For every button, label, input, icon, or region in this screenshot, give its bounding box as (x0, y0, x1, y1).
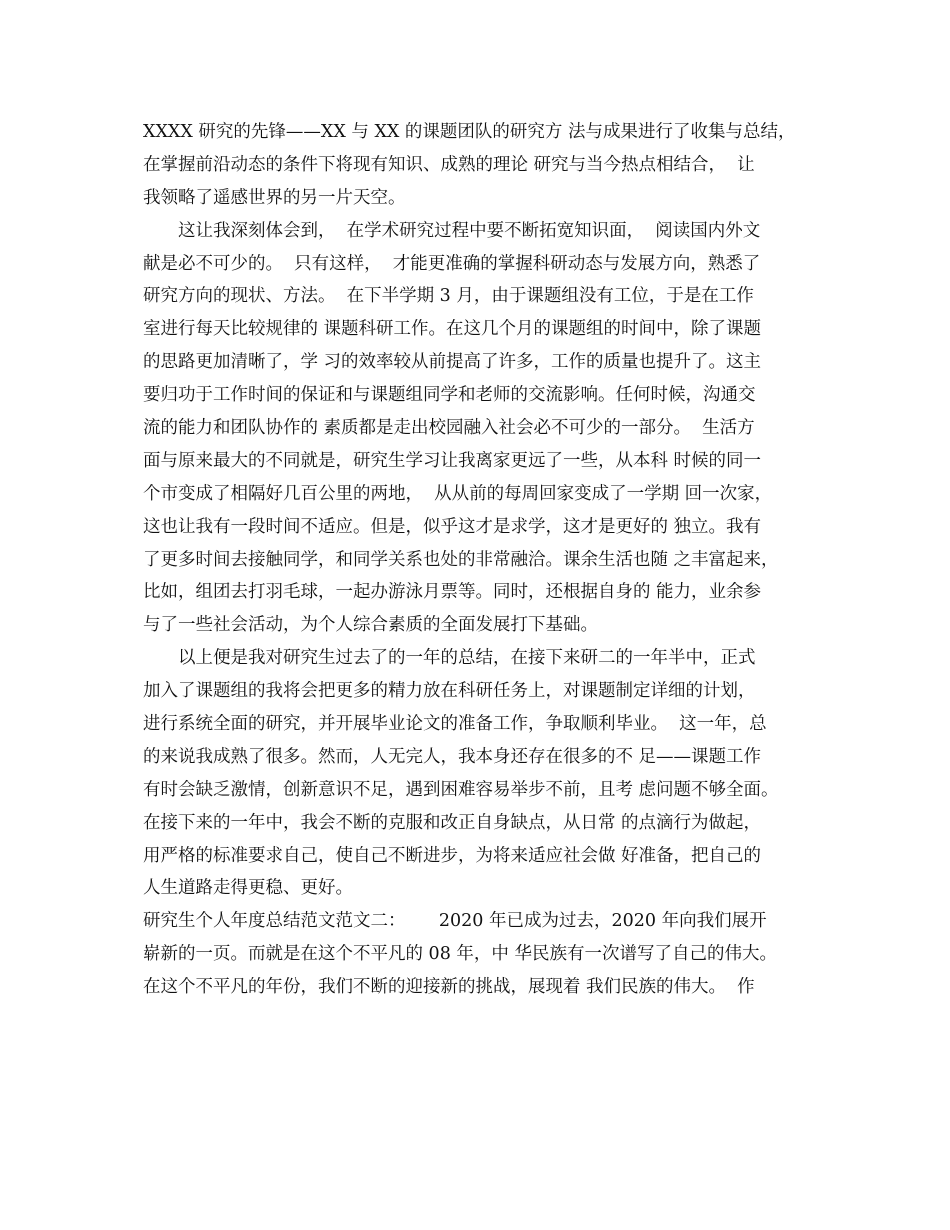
text-line: 个市变成了相隔好几百公里的两地， 从从前的每周回家变成了一学期 回一次家， (143, 483, 773, 504)
text-line: 要归功于工作时间的保证和与课题组同学和老师的交流影响。任何时候，沟通交 (143, 385, 756, 406)
text-line: 有时会缺乏激情，创新意识不足，遇到困难容易举步不前，且考 虑问题不够全面。 (143, 779, 779, 800)
text-line: 加入了课题组的我将会把更多的精力放在科研任务上，对课题制定详细的计划， (143, 681, 756, 702)
paragraph-start-line: 这让我深刻体会到， 在学术研究过程中要不断拓宽知识面， 阅读国内外文 (178, 220, 761, 241)
text-line: 在接下来的一年中，我会不断的克服和改正自身缺点，从日常 的点滴行为做起， (143, 812, 762, 833)
text-line: 的来说我成熟了很多。然而，人无完人，我本身还存在很多的不 足——课题工作 (143, 746, 762, 767)
text-line: 人生道路走得更稳、更好。 (143, 878, 353, 899)
paragraph-start-line: 以上便是我对研究生过去了的一年的总结，在接下来研二的一年半中，正式 (178, 648, 756, 669)
text-line: 流的能力和团队协作的 素质都是走出校园融入社会必不可少的一部分。 生活方 (143, 418, 755, 439)
text-line: 用严格的标准要求自己，使自己不断进步，为将来适应社会做 好准备，把自己的 (143, 845, 762, 866)
text-line: 在这个不平凡的年份，我们不断的迎接新的挑战，展现着 我们民族的伟大。 作 (143, 977, 755, 998)
text-line: 面与原来最大的不同就是，研究生学习让我离家更远了一些，从本科 时候的同一 (143, 450, 762, 471)
text-line: 献是必不可少的。 只有这样， 才能更准确的掌握科研动态与发展方向，熟悉了 (143, 253, 761, 274)
document-body (143, 116, 823, 1004)
text-line: XXXX 研究的先锋——XX 与 XX 的课题团队的研究方 法与成果进行了收集与总结， (143, 122, 796, 142)
text-line: 了更多时间去接触同学，和同学关系也处的非常融洽。课余生活也随 之丰富起来， (143, 549, 779, 570)
text-line: 研究方向的现状、方法。 在下半学期 3 月，由于课题组没有工位，于是在工作 (143, 286, 754, 307)
text-line: 崭新的一页。而就是在这个不平凡的 08 年，中 华民族有一次谱写了自己的伟大。 (143, 944, 777, 965)
text-line: 这也让我有一段时间不适应。但是，似乎这才是求学，这才是更好的 独立。我有 (143, 516, 762, 537)
text-line: 的思路更加清晰了，学 习的效率较从前提高了许多，工作的质量也提升了。这主 (143, 352, 762, 373)
text-line: 室进行每天比较规律的 课题科研工作。在这几个月的课题组的时间中，除了课题 (143, 319, 762, 340)
text-line: 进行系统全面的研究，并开展毕业论文的准备工作，争取顺利毕业。 这一年，总 (143, 714, 767, 735)
text-line: 与了一些社会活动，为个人综合素质的全面发展打下基础。 (143, 615, 598, 636)
text-line: 在掌握前沿动态的条件下将现有知识、成熟的理论 研究与当今热点相结合， 让 (143, 154, 755, 175)
text-line: 比如，组团去打羽毛球，一起办游泳月票等。同时，还根据自身的 能力，业余参 (143, 582, 762, 603)
section-heading-line: 研究生个人年度总结范文范文二： 2020 年已成为过去，2020 年向我们展开 (143, 911, 767, 932)
text-line: 我领略了遥感世界的另一片天空。 (143, 187, 406, 208)
